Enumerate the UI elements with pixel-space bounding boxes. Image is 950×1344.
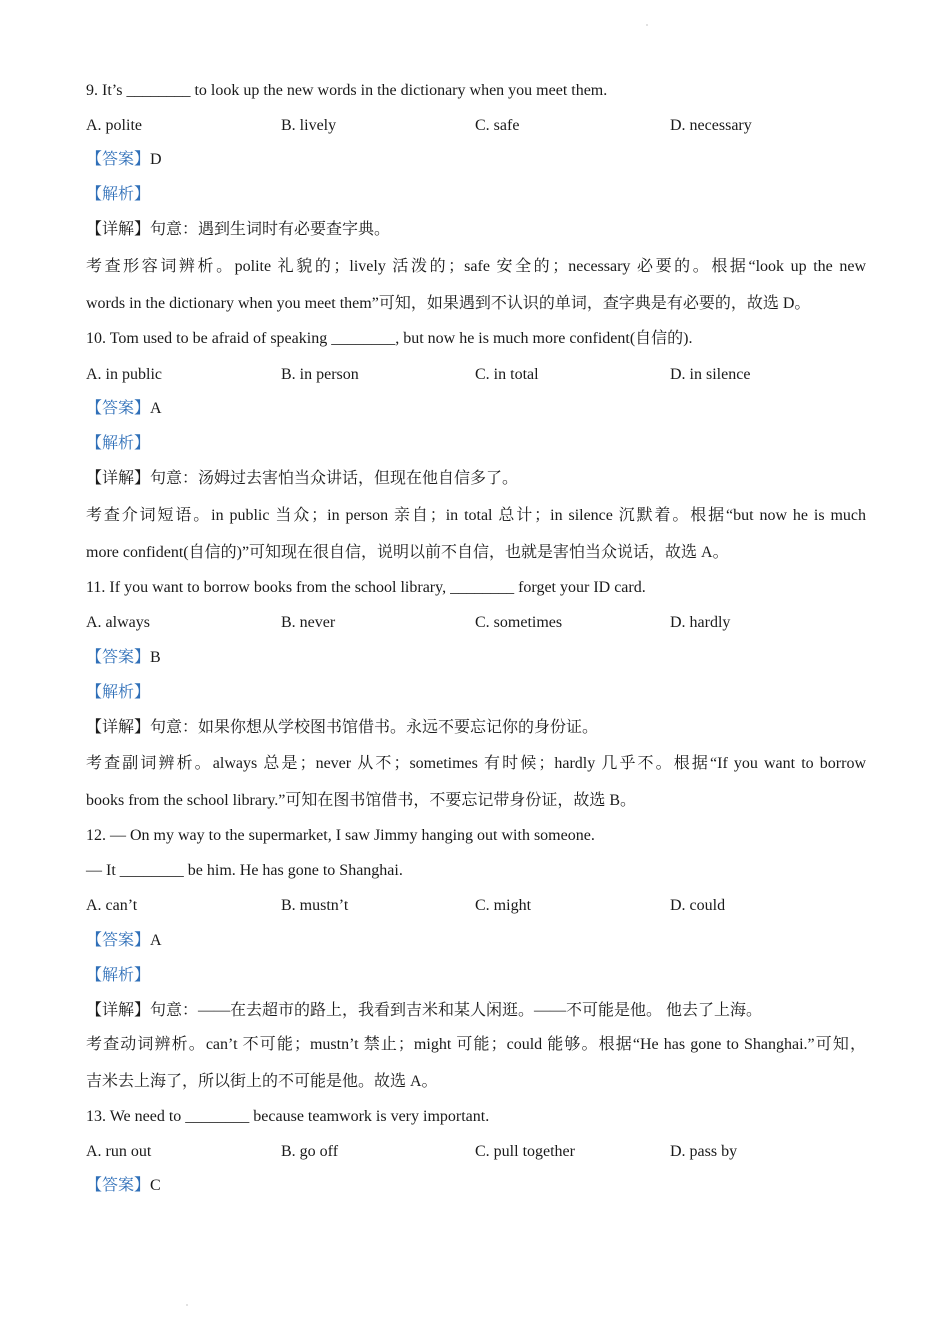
option-c: C. in total [475, 366, 539, 383]
question-11-explanation-line-2: books from the school library.”可知在图书馆借书，不要忘记带身份证，故选 B。 [86, 792, 637, 809]
option-a: A. run out [86, 1143, 152, 1160]
option-b: B. in person [281, 366, 359, 383]
answer-tag: 【答案】 [86, 1177, 151, 1194]
option-a: A. polite [86, 117, 142, 134]
answer-tag: 【答案】 [86, 649, 151, 666]
option-c: C. sometimes [475, 614, 563, 631]
option-a: A. always [86, 614, 150, 631]
question-12-explanation-line-1: 考查动词辨析。can’t 不可能；mustn’t 禁止；might 可能；could 能够。根据“He has gone to Shanghai.”可知， [86, 1036, 866, 1053]
question-10-detail: 【详解】句意：汤姆过去害怕当众讲话，但现在他自信多了。 [86, 470, 519, 487]
answer-tag: 【答案】 [86, 400, 151, 417]
option-b: B. never [281, 614, 336, 631]
question-10-stem: 10. Tom used to be afraid of speaking ________, but now he is much more confident(自信的). [86, 330, 693, 347]
answer-value: C [150, 1177, 161, 1194]
option-d: D. pass by [670, 1143, 738, 1160]
question-11-detail: 【详解】句意：如果你想从学校图书馆借书。永远不要忘记你的身份证。 [86, 719, 599, 736]
question-9-explanation-line-2: words in the dictionary when you meet them”可知，如果遇到不认识的单词，查字典是有必要的，故选 D。 [86, 295, 811, 312]
question-12-answer [86, 931, 162, 951]
answer-value: D [150, 151, 162, 168]
scan-speck [186, 1304, 188, 1306]
scan-speck [646, 24, 648, 26]
answer-value: B [150, 649, 161, 666]
question-9-analysis-tag: 【解析】 [86, 186, 151, 203]
question-13-stem: 13. We need to ________ because teamwork is very important. [86, 1108, 490, 1125]
question-9-answer [86, 150, 162, 170]
answer-value: A [150, 932, 162, 949]
question-12-analysis-tag: 【解析】 [86, 967, 151, 984]
question-10-answer [86, 399, 162, 419]
option-d: D. could [670, 897, 726, 914]
question-12-explanation-line-2: 吉米去上海了，所以街上的不可能是他。故选 A。 [86, 1073, 438, 1090]
option-c: C. might [475, 897, 532, 914]
question-12-options [86, 896, 866, 916]
option-b: B. lively [281, 117, 337, 134]
question-9-options [86, 116, 866, 136]
question-11-answer [86, 648, 161, 668]
option-d: D. necessary [670, 117, 752, 134]
question-9-explanation-line-1: 考查形容词辨析。polite 礼貌的；lively 活泼的；safe 安全的；necessary 必要的。根据“look up the new [86, 258, 866, 275]
option-c: C. pull together [475, 1143, 575, 1160]
question-10-options [86, 365, 866, 385]
option-a: A. in public [86, 366, 162, 383]
option-a: A. can’t [86, 897, 138, 914]
option-d: D. in silence [670, 366, 751, 383]
option-b: B. mustn’t [281, 897, 349, 914]
answer-value: A [150, 400, 162, 417]
question-11-options [86, 613, 866, 633]
question-9-detail: 【详解】句意：遇到生词时有必要查字典。 [86, 221, 391, 238]
answer-tag: 【答案】 [86, 932, 151, 949]
question-9-stem: 9. It’s ________ to look up the new words in the dictionary when you meet them. [86, 82, 608, 99]
question-10-explanation-line-1: 考查介词短语。in public 当众；in person 亲自；in total 总计；in silence 沉默着。根据“but now he is much [86, 507, 866, 524]
question-11-analysis-tag: 【解析】 [86, 684, 151, 701]
question-12-stem: 12. — On my way to the supermarket, I saw Jimmy hanging out with someone. [86, 827, 595, 844]
answer-tag: 【答案】 [86, 151, 151, 168]
question-13-options [86, 1142, 866, 1162]
question-12-stem-reply: — It ________ be him. He has gone to Shanghai. [86, 862, 403, 879]
question-13-answer [86, 1176, 161, 1196]
option-d: D. hardly [670, 614, 731, 631]
question-11-explanation-line-1: 考查副词辨析。always 总是；never 从不；sometimes 有时候；hardly 几乎不。根据“If you want to borrow [86, 755, 866, 772]
question-10-explanation-line-2: more confident(自信的)”可知现在很自信，说明以前不自信，也就是害怕当众说话，故选 A。 [86, 544, 729, 561]
question-11-stem: 11. If you want to borrow books from the school library, ________ forget your ID card. [86, 579, 646, 596]
option-b: B. go off [281, 1143, 339, 1160]
question-12-detail: 【详解】句意：——在去超市的路上，我看到吉米和某人闲逛。——不可能是他。 他去了上海。 [86, 1002, 763, 1019]
question-10-analysis-tag: 【解析】 [86, 435, 151, 452]
option-c: C. safe [475, 117, 520, 134]
